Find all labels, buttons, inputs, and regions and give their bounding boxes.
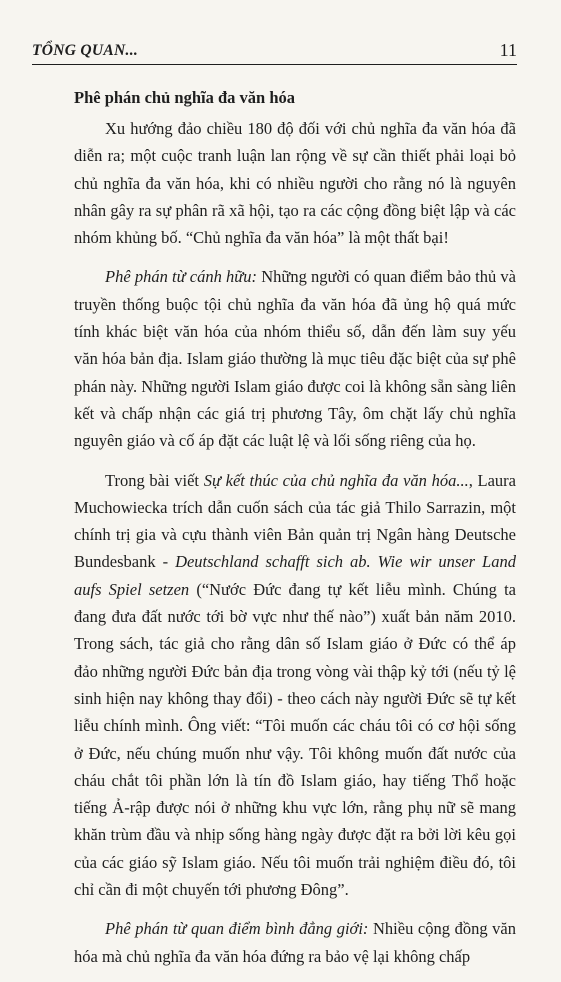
paragraph-gender-text: Nhiều cộng đồng văn hóa mà chủ nghĩa đa văn hóa đứng ra bảo vệ lại không chấp: [74, 919, 516, 966]
paragraph-lead-gender: Phê phán từ quan điểm bình đẳng giới:: [105, 919, 369, 939]
paragraph-sarrazin-text-b: , Laura Muchowiecka trích dẫn cuốn sách của tác giả Thilo Sarrazin, một chính trị gia và cựu thành viên Bản quản trị Ngân hàng Deutsche Bundesbank -: [74, 470, 516, 572]
page-number: 11: [499, 40, 517, 60]
header-rule: [32, 64, 517, 65]
book-title: Deutschland schafft sich ab. Wie wir unser Land aufs Spiel setzen: [74, 552, 516, 599]
paragraph-lead-right-wing: Phê phán từ cánh hữu:: [105, 267, 258, 287]
paragraph-sarrazin: [74, 467, 516, 904]
paragraph-right-wing-critique: [74, 263, 516, 454]
running-title: TỔNG QUAN...: [32, 42, 139, 59]
paragraph-right-wing-text: Những người có quan điểm bảo thủ và truyền thống buộc tội chủ nghĩa đa văn hóa đã ủng hộ quá mức tính khác biệt văn hóa của nhóm thiểu số, dẫn đến làm suy yếu văn hóa bản địa. Islam giáo thường là mục tiêu đặc biệt của sự phê phán này. Những người Islam giáo được coi là không sẵn sàng liên kết và chấp nhận các giá trị phương Tây, ôm chặt lấy chủ nghĩa nguyên giáo và cố áp đặt các luật lệ và lối sống riêng của họ.: [74, 267, 516, 451]
paragraph-gender-critique: [74, 915, 516, 970]
paragraph-intro-text: Xu hướng đảo chiều 180 độ đối với chủ nghĩa đa văn hóa đã diễn ra; một cuộc tranh luận lan rộng về sự cần thiết phải loại bỏ chủ nghĩa đa văn hóa, khi có nhiều người cho rằng nó là nguyên nhân gây ra sự phân rã xã hội, tạo ra các cộng đồng biệt lập và các nhóm khủng bố. “Chủ nghĩa đa văn hóa” là một thất bại!: [74, 119, 516, 248]
body-text: [74, 84, 516, 982]
paragraph-intro: [74, 115, 516, 251]
paragraph-sarrazin-text-c: (“Nước Đức đang tự kết liễu mình. Chúng ta đang đưa đất nước tới bờ vực như thế nào”) xuất bản năm 2010. Trong sách, tác giả cho rằng dân số Islam giáo ở Đức có thể áp đảo những người Đức bản địa trong vòng vài thập kỷ tới (nếu tỷ lệ sinh hiện nay không thay đổi) - theo cách này người Đức sẽ tự kết liễu chính mình. Ông viết: “Tôi muốn các cháu tôi có cơ hội sống ở Đức, nếu chúng muốn như vậy. Tôi không muốn đất nước của cháu chắt tôi phần lớn là tín đồ Islam giáo, hay tiếng Thổ hoặc tiếng Ả-rập được nói ở những khu vực lớn, rằng phụ nữ sẽ mang khăn trùm đầu và nhịp sống hàng ngày được đặt ra bởi lời kêu gọi của các giáo sỹ Islam giáo. Nếu tôi muốn trải nghiệm điều đó, tôi chỉ cần đi một chuyến tới phương Đông”.: [74, 579, 516, 900]
running-header: [32, 38, 517, 64]
article-title: Sự kết thúc của chủ nghĩa đa văn hóa...: [203, 470, 469, 490]
paragraph-sarrazin-text-a: Trong bài viết: [105, 470, 204, 490]
section-heading: Phê phán chủ nghĩa đa văn hóa: [74, 88, 296, 107]
